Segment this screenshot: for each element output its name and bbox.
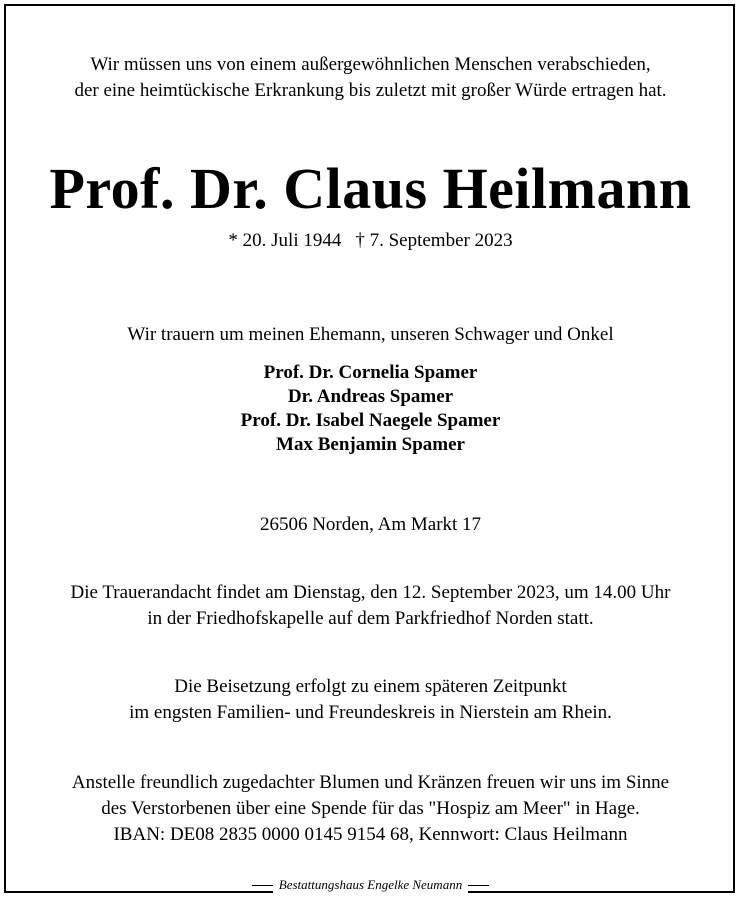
intro-text — [0, 52, 741, 104]
donation-line: Anstelle freundlich zugedachter Blumen und Kränzen freuen wir uns im Sinne — [71, 772, 670, 793]
donation-info — [0, 770, 741, 848]
donation-line: des Verstorbenen über eine Spende für das "Hospiz am Meer" in Hage. — [101, 798, 640, 819]
funeral-home-footer — [0, 875, 741, 895]
intro-line: Wir müssen uns von einem außergewöhnlichen Menschen verabschieden, — [90, 54, 651, 75]
deceased-name: Prof. Dr. Claus Heilmann — [49, 156, 692, 221]
address: 26506 Norden, Am Markt 17 — [259, 514, 482, 535]
death-date: † 7. September 2023 — [355, 230, 513, 251]
service-line: in der Friedhofskapelle auf dem Parkfriedhof Norden statt. — [147, 608, 594, 629]
mourners-list — [0, 361, 741, 457]
mourning-statement: Wir trauern um meinen Ehemann, unseren Schwager und Onkel — [127, 324, 614, 345]
mourner-name: Max Benjamin Spamer — [276, 434, 465, 455]
funeral-home-name: Bestattungshaus Engelke Neumann — [273, 877, 468, 893]
birth-date: * 20. Juli 1944 — [228, 230, 342, 251]
donation-line: IBAN: DE08 2835 0000 0145 9154 68, Kennwort: Claus Heilmann — [113, 824, 628, 845]
intro-line: der eine heimtückische Erkrankung bis zuletzt mit großer Würde ertragen hat. — [74, 80, 667, 101]
service-info — [0, 580, 741, 632]
mourner-name: Prof. Dr. Isabel Naegele Spamer — [240, 410, 501, 431]
burial-line: im engsten Familien- und Freundeskreis in Nierstein am Rhein. — [129, 702, 612, 723]
service-line: Die Trauerandacht findet am Dienstag, den 12. September 2023, um 14.00 Uhr — [70, 582, 671, 603]
burial-info — [0, 674, 741, 726]
mourner-name: Dr. Andreas Spamer — [287, 386, 454, 407]
burial-line: Die Beisetzung erfolgt zu einem späteren Zeitpunkt — [174, 676, 567, 697]
mourner-name: Prof. Dr. Cornelia Spamer — [263, 362, 478, 383]
life-dates — [0, 228, 741, 254]
